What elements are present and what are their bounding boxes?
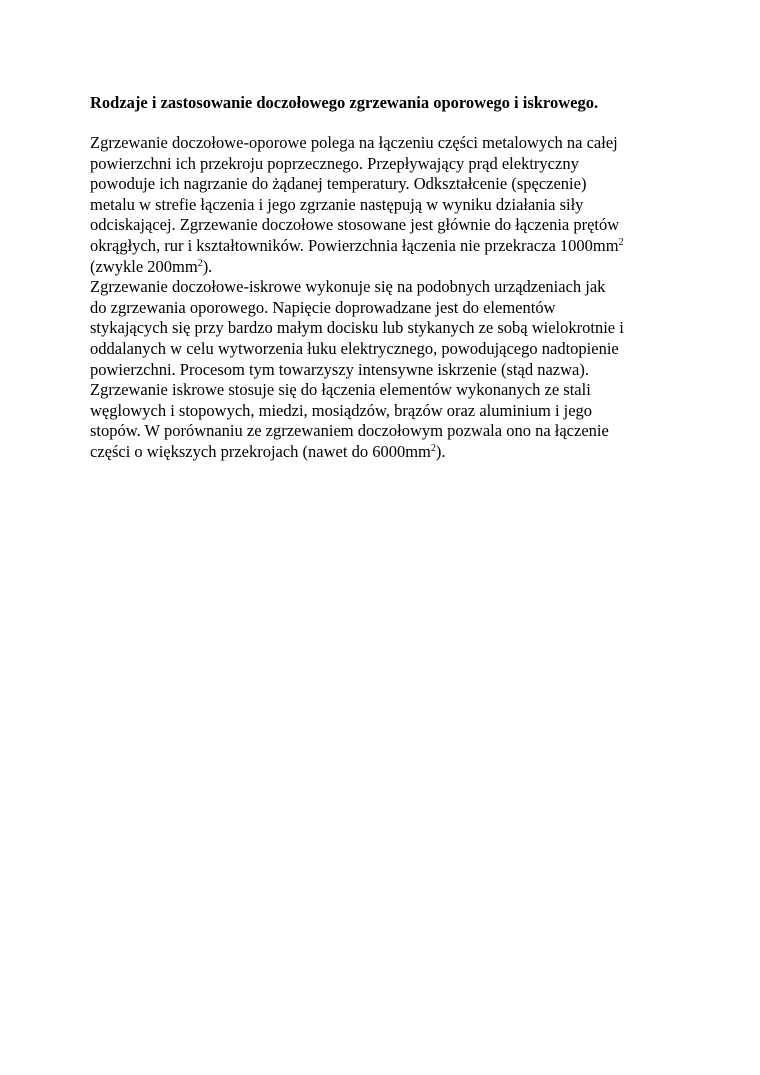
text-line: stykających się przy bardzo małym docisku lub stykanych ze sobą wielokrotnie i — [90, 318, 624, 338]
text-line: węglowych i stopowych, miedzi, mosiądzów, brązów oraz aluminium i jego — [90, 400, 593, 420]
title-spacer — [90, 113, 680, 133]
text-line: powierzchni. Procesom tym towarzyszy intensywne iskrzenie (stąd nazwa). — [90, 359, 589, 379]
text-line: (zwykle $200mm^2$). — [90, 256, 213, 276]
document-content — [90, 93, 680, 463]
text-line: stopów. W porównaniu ze zgrzewaniem doczołowym pozwala ono na łączenie — [90, 421, 609, 441]
document-title: Rodzaje i zastosowanie doczołowego zgrzewania oporowego i iskrowego. — [90, 93, 599, 112]
text-line: części o większych przekrojach (nawet do $6000mm^2$). — [90, 441, 446, 461]
text-line: Zgrzewanie doczołowe-iskrowe wykonuje się na podobnych urządzeniach jak — [90, 277, 606, 297]
body-paragraphs — [90, 133, 680, 463]
text-line: powierzchni ich przekroju poprzecznego. Przepływający prąd elektryczny — [90, 153, 579, 173]
text-line: metalu w strefie łączenia i jego zgrzanie następują w wyniku działania siły — [90, 194, 584, 214]
superscript-2: 2 — [197, 257, 203, 269]
text-line: odciskającej. Zgrzewanie doczołowe stosowane jest głównie do łączenia prętów — [90, 215, 620, 235]
text-line: Zgrzewanie iskrowe stosuje się do łączenia elementów wykonanych ze stali — [90, 380, 591, 400]
text-line: oddalanych w celu wytworzenia łuku elektrycznego, powodującego nadtopienie — [90, 338, 619, 358]
superscript-2: 2 — [618, 236, 624, 248]
text-line: do zgrzewania oporowego. Napięcie doprowadzane jest do elementów — [90, 297, 556, 317]
superscript-2: 2 — [430, 442, 436, 454]
text-line: okrągłych, rur i kształtowników. Powierzchnia łączenia nie przekracza $1000mm^2$ — [90, 235, 624, 255]
text-line: Zgrzewanie doczołowe-oporowe polega na łączeniu części metalowych na całej — [90, 133, 618, 152]
text-line: powoduje ich nagrzanie do żądanej temperatury. Odkształcenie (spęczenie) — [90, 174, 587, 194]
